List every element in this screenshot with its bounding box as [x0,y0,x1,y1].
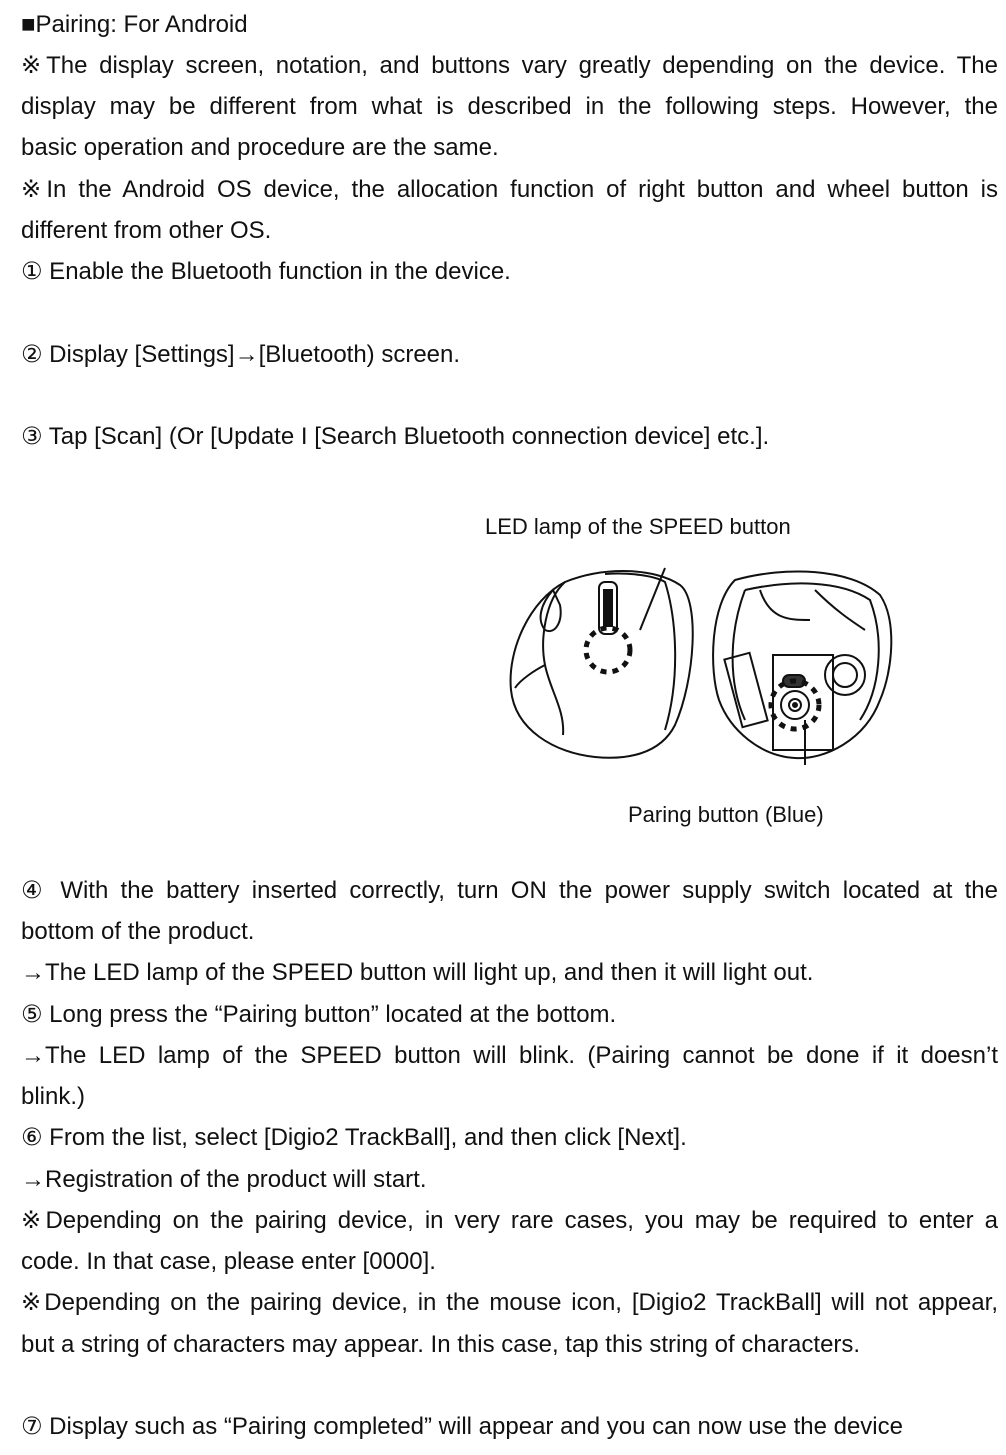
note-display-line-1: ※The display screen, notation, and buttons vary greatly depending on the device. The [21,52,998,79]
step-4-result: →The LED lamp of the SPEED button will light up, and then it will light out. [21,959,814,986]
step-6-result: →Registration of the product will start. [21,1166,427,1193]
trackball-mouse-top-view-icon [511,568,693,758]
note-display-line-2: display may be different from what is described in the following steps. However, the [21,93,998,120]
step-3: ③ Tap [Scan] (Or [Update I [Search Bluetooth connection device] etc.]. [21,423,770,450]
page-heading: ■Pairing: For Android [21,11,248,38]
step-5-result-line-1: →The LED lamp of the SPEED button will blink. (Pairing cannot be done if it doesn’t [21,1042,998,1069]
step-1: ① Enable the Bluetooth function in the device. [21,258,511,285]
step-6-note-2-line-2: but a string of characters may appear. In this case, tap this string of characters. [21,1331,861,1358]
step-6-note-2-line-1: ※Depending on the pairing device, in the mouse icon, [Digio2 TrackBall] will not appear, [21,1289,998,1316]
step-2: ② Display [Settings]→[Bluetooth) screen. [21,341,461,368]
step-4-line-1: ④ With the battery inserted correctly, turn ON the power supply switch located at the [21,877,998,904]
step-5-result-line-2: blink.) [21,1083,86,1110]
trackball-mouse-bottom-view-icon [713,571,891,765]
step-6-note-1-line-1: ※Depending on the pairing device, in very rare cases, you may be required to enter a [21,1207,998,1234]
note-display-line-3: basic operation and procedure are the same. [21,134,499,161]
trackball-mouse-figure [505,560,895,770]
step-6-note-1-line-2: code. In that case, please enter [0000]. [21,1248,436,1275]
note-android-line-2: different from other OS. [21,217,272,244]
step-4-line-2: bottom of the product. [21,918,255,945]
step-7: ⑦ Display such as “Pairing completed” will appear and you can now use the device [21,1413,903,1440]
step-6: ⑥ From the list, select [Digio2 TrackBall], and then click [Next]. [21,1124,687,1151]
note-android-line-1: ※In the Android OS device, the allocation function of right button and wheel button is [21,176,998,203]
figure-label-led-lamp: LED lamp of the SPEED button [485,514,791,539]
figure-label-pairing-button: Paring button (Blue) [628,802,824,827]
step-5: ⑤ Long press the “Pairing button” located at the bottom. [21,1001,617,1028]
